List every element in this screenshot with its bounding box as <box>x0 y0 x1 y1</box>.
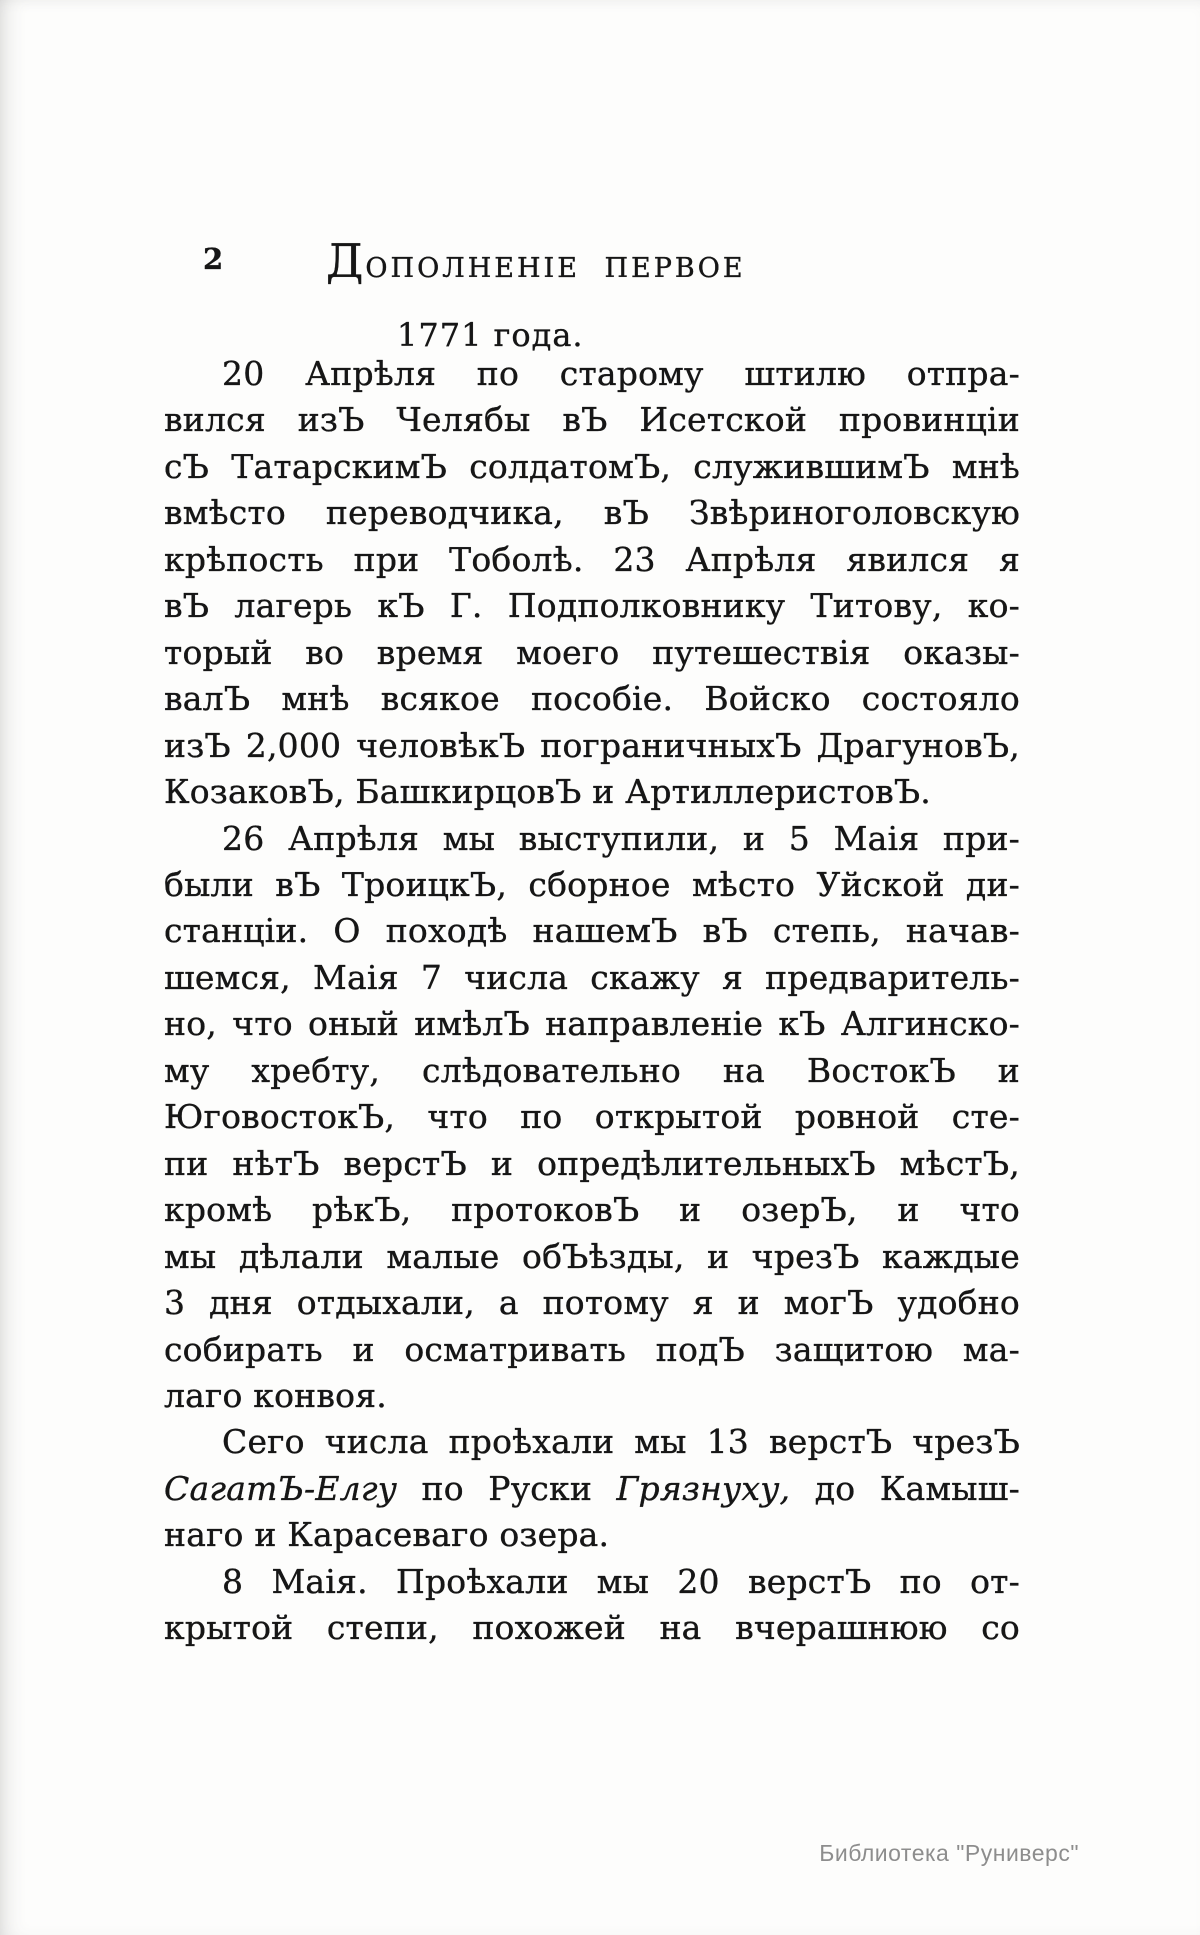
text-line: крѣпость при Тоболѣ. 23 Апрѣля явился я <box>164 539 1020 579</box>
place-name-italic: СагатЪ-Елгу <box>164 1468 398 1508</box>
text-line: мы дѣлали малые обЪѣзды, и чрезЪ каждые <box>164 1236 1020 1276</box>
text-line: Сего числа проѣхали мы 13 верстЪ чрезЪ <box>222 1422 1020 1462</box>
text-line: вЪ лагерь кЪ Г. Подполковнику Титову, ко- <box>164 586 1020 626</box>
library-watermark: Библиотека "Руниверс" <box>819 1840 1079 1866</box>
paragraph <box>164 816 1020 1420</box>
place-name-italic: Грязнуху, <box>616 1468 791 1508</box>
text-line: 20 Апрѣля по старому штилю отпра- <box>222 354 1020 393</box>
page-number: 2 <box>203 242 224 276</box>
text-line: сЪ ТатарскимЪ солдатомЪ, служившимЪ мнѣ <box>164 446 1020 486</box>
text-line: 8 Маія. Проѣхали мы 20 верстЪ по от- <box>222 1561 1020 1601</box>
text-line: изЪ 2,000 человѣкЪ пограничныхЪ ДрагуновЪ, <box>164 725 1020 765</box>
running-header <box>326 234 746 288</box>
text-line: лаго конвоя. <box>164 1375 387 1415</box>
text-line: вмѣсто переводчика, вЪ Звѣриноголовскую <box>164 493 1020 533</box>
text-segment: до Камыш- <box>790 1468 1020 1508</box>
text-line: валЪ мнѣ всякое пособіе. Войско состояло <box>164 679 1020 719</box>
running-header-text: ОПОЛНЕНІЕ ПЕРВОЕ <box>365 253 746 284</box>
text-line: вился изЪ Челябы вЪ Исетской провинціи <box>164 400 1020 440</box>
text-line: КозаковЪ, БашкирцовЪ и АртиллеристовЪ. <box>164 772 931 812</box>
text-line: станціи. О походѣ нашемЪ вЪ степь, начав- <box>164 911 1020 951</box>
paragraph <box>164 1419 1020 1558</box>
text-line: ЮговостокЪ, что по открытой ровной сте- <box>164 1097 1020 1137</box>
text-line: 26 Апрѣля мы выступили, и 5 Маія при- <box>222 818 1020 858</box>
text-line: 3 дня отдыхали, а потому я и могЪ удобно <box>164 1283 1020 1323</box>
text-line: были вЪ ТроицкЪ, сборное мѣсто Уйской ди- <box>164 864 1020 904</box>
text-line: крытой степи, похожей на вчерашнюю со <box>164 1608 1020 1648</box>
text-segment: по Руски <box>397 1468 617 1508</box>
paragraph <box>164 351 1020 816</box>
body-text <box>164 351 1020 1652</box>
text-line <box>164 1466 1020 1512</box>
text-line: шемся, Маія 7 числа скажу я предваритель- <box>164 957 1020 997</box>
text-line: наго и Карасеваго озера. <box>164 1515 610 1555</box>
text-line: торый во время моего путешествія оказы- <box>164 632 1020 672</box>
text-line: но, что оный имѣлЪ направленіе кЪ Алгинско- <box>164 1004 1020 1044</box>
text-line: му хребту, слѣдовательно на ВостокЪ и <box>164 1050 1020 1090</box>
text-line: пи нѣтЪ верстЪ и опредѣлительныхЪ мѣстЪ, <box>164 1143 1020 1183</box>
text-line: кромѣ рѣкЪ, протоковЪ и озерЪ, и что <box>164 1190 1020 1230</box>
text-line: собирать и осматривать подЪ защитою ма- <box>164 1329 1020 1369</box>
section-subtitle-year: 1771 года. <box>397 316 584 354</box>
paragraph <box>164 1559 1020 1652</box>
running-header-initial: Д <box>326 234 366 288</box>
